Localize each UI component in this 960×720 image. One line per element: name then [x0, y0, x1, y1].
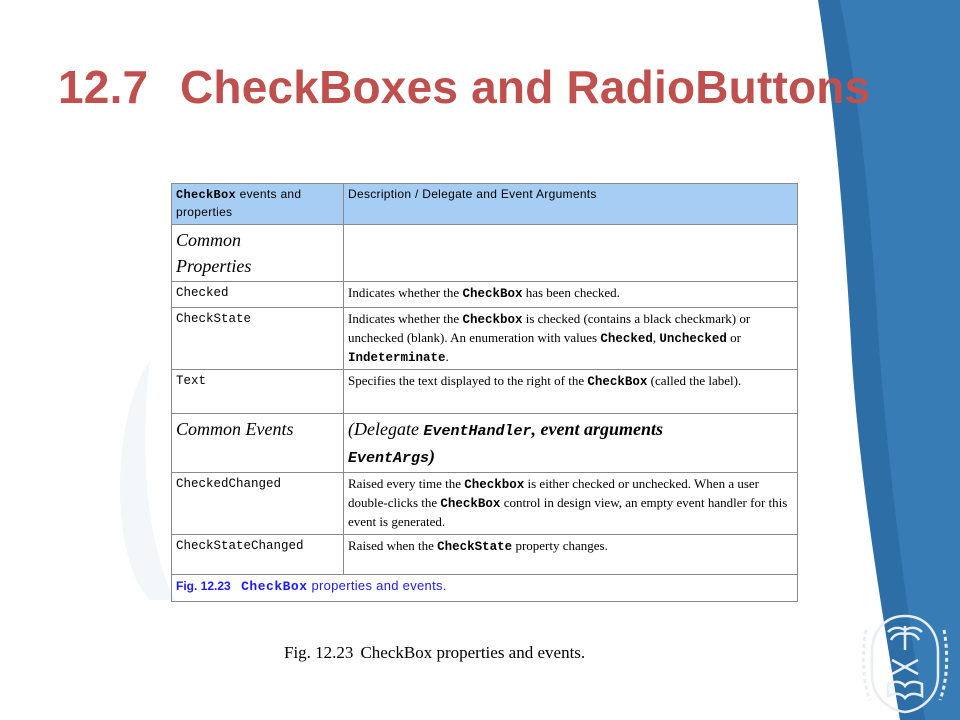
table-caption-row — [172, 574, 798, 601]
section-label-events: Common Events — [172, 414, 344, 473]
property-name: Checked — [172, 281, 344, 307]
event-description: Raised every time the Checkbox is either checked or unchecked. When a user double-clicks the CheckBox control in design view, an empty event handler for this event is generated. — [344, 472, 798, 534]
table-row — [172, 370, 798, 414]
delegate-description: (Delegate EventHandler, event arguments EventArgs) — [344, 414, 798, 473]
event-name: CheckStateChanged — [172, 534, 344, 574]
event-name: CheckedChanged — [172, 472, 344, 534]
section-row-properties — [172, 224, 798, 281]
property-description: Specifies the text displayed to the right of the CheckBox (called the label). — [344, 370, 798, 414]
property-description: Indicates whether the Checkbox is checked (contains a black checkmark) or unchecked (blank). An enumeration with values Checked, Unchecked or Indeterminate. — [344, 307, 798, 369]
property-description: Indicates whether the CheckBox has been checked. — [344, 281, 798, 307]
figure-caption: Fig. 12.23 CheckBox properties and events. — [284, 643, 586, 662]
slide-title — [58, 60, 870, 114]
section-label-properties: Common Properties — [172, 224, 344, 281]
section-row-events — [172, 414, 798, 473]
property-name: Text — [172, 370, 344, 414]
section-number: 12.7 — [58, 61, 149, 113]
table-row — [172, 307, 798, 369]
header-col1: CheckBox events and properties — [172, 184, 344, 225]
table-header-row — [172, 184, 798, 225]
title-text: CheckBoxes and RadioButtons — [180, 61, 871, 113]
table-row — [172, 472, 798, 534]
table-row — [172, 281, 798, 307]
property-name: CheckState — [172, 307, 344, 369]
table-row — [172, 534, 798, 574]
header-col2: Description / Delegate and Event Arguments — [344, 184, 798, 225]
table-caption: Fig. 12.23 CheckBox properties and events. — [172, 574, 798, 601]
king-saud-university-seal-icon — [858, 610, 952, 716]
checkbox-properties-table — [171, 183, 798, 602]
event-description: Raised when the CheckState property changes. — [344, 534, 798, 574]
